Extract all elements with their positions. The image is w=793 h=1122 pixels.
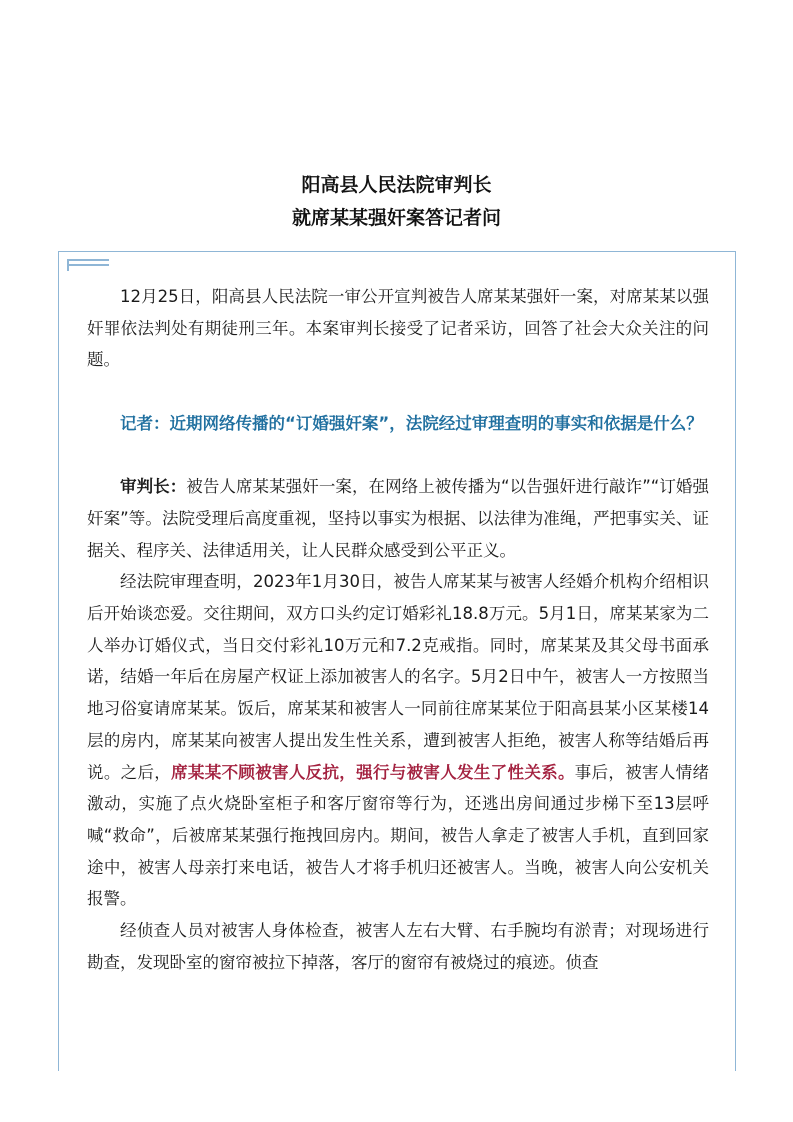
highlighted-text: 席某某不顾被害人反抗，强行与被害人发生了性关系。 <box>171 762 575 782</box>
answer-text-2b: 事后，被害人情绪激动，实施了点火烧卧室柜子和客厅窗帘等行为，还逃出房间通过步梯下至13层呼喊“救命”，后被席某某强行拖拽回房内。期间，被告人拿走了被害人手机，直到回家途中，被害人母亲打来电话，被告人才将手机归还被害人。当晚，被害人向公安机关报警。 <box>87 762 710 909</box>
page-title-line1: 阳高县人民法院审判长 <box>301 174 492 196</box>
answer-text-2a: 经法院审理查明，2023年1月30日，被告人席某某与被害人经婚介机构介绍相识后开始谈恋爱。交往期间，双方口头约定订婚彩礼18.8万元。5月1日，席某某家为二人举办订婚仪式，当日交付彩礼10万元和7.2克戒指。同时，席某某及其父母书面承诺，结婚一年后在房屋产权证上添加被害人的名字。5月2日中午，被害人一方按照当地习俗宴请席某某。饭后，席某某和被害人一同前往席某某位于阳高县某小区某楼14层的房内，席某某向被害人提出发生性关系，遭到被害人拒绝，被害人称等结婚后再说。之后， <box>87 572 709 782</box>
speaker-label: 审判长： <box>120 477 187 497</box>
reporter-question: 记者：近期网络传播的“订婚强奸案”，法院经过审理查明的事实和依据是什么？ <box>120 413 703 433</box>
page-title-line2: 就席某某强奸案答记者问 <box>291 207 501 229</box>
answer-text-1: 被告人席某某强奸一案，在网络上被传播为“以告强奸进行敲诈”“订婚强奸案”等。法院受理后高度重视，坚持以事实为根据、以法律为准绳，严把事实关、证据关、程序关、法律适用关，让人民群众感受到公平正义。 <box>87 477 710 560</box>
answer-paragraph-1 <box>87 471 709 566</box>
article-body <box>87 281 709 978</box>
answer-paragraph-2 <box>87 566 709 915</box>
answer-paragraph-3: 经侦查人员对被害人身体检查，被害人左右大臂、右手腕均有淤青；对现场进行勘查，发现卧室的窗帘被拉下掉落，客厅的窗帘有被烧过的痕迹。侦查 <box>87 921 709 972</box>
intro-paragraph: 12月25日，阳高县人民法院一审公开宣判被告人席某某强奸一案，对席某某以强奸罪依法判处有期徒刑三年。本案审判长接受了记者采访，回答了社会大众关注的问题。 <box>87 287 709 370</box>
